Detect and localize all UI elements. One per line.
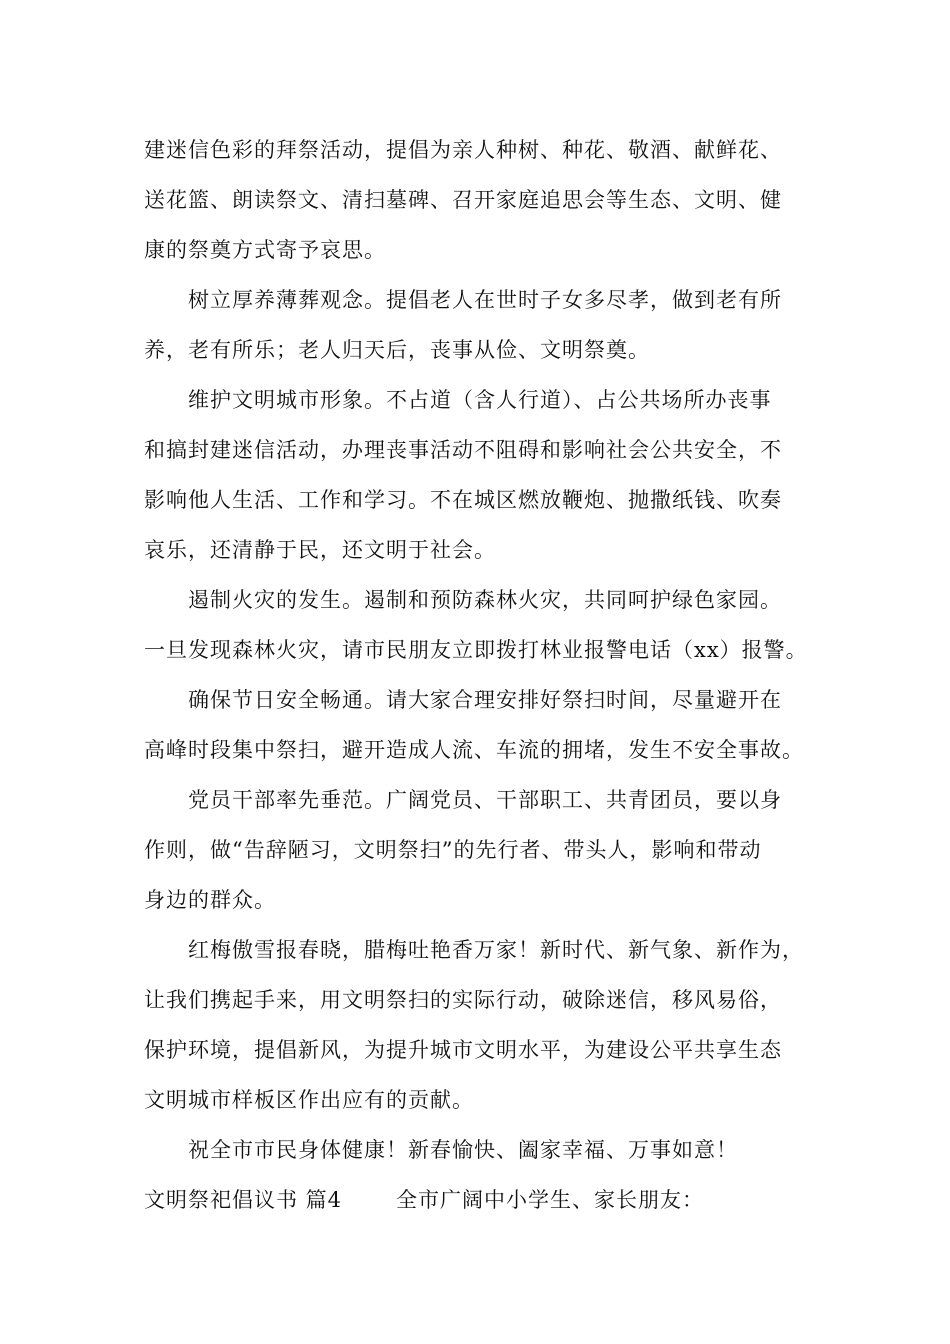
paragraph-line: 一旦发现森林火灾，请市民朋友立即拨打林业报警电话（xx）报警。 (144, 638, 808, 662)
paragraph-line: 让我们携起手来，用文明祭扫的实际行动，破除迷信，移风易俗， (144, 988, 782, 1012)
paragraph-line: 高峰时段集中祭扫，避开造成人流、车流的拥堵，发生不安全事故。 (144, 738, 804, 762)
section-heading: 文明祭祀倡议书 篇4 (144, 1188, 343, 1212)
paragraph-line: 建迷信色彩的拜祭活动，提倡为亲人种树、种花、敬酒、献鲜花、 (144, 138, 782, 162)
paragraph-line: 作则，做“告辞陋习，文明祭扫”的先行者、带头人，影响和带动 (144, 838, 762, 862)
paragraph-line: 保护环境，提倡新风，为提升城市文明水平，为建设公平共享生态 (144, 1038, 782, 1062)
salutation: 全市广阔中小学生、家长朋友： (396, 1188, 704, 1212)
paragraph-line: 康的祭奠方式寄予哀思。 (144, 238, 386, 262)
paragraph-line: 遏制火灾的发生。遏制和预防森林火灾，共同呵护绿色家园。 (188, 588, 782, 612)
paragraph-line: 影响他人生活、工作和学习。不在城区燃放鞭炮、抛撒纸钱、吹奏 (144, 488, 782, 512)
paragraph-line: 文明城市样板区作出应有的贡献。 (144, 1088, 474, 1112)
paragraph-line: 和搞封建迷信活动，办理丧事活动不阻碍和影响社会公共安全，不 (144, 438, 782, 462)
paragraph-line: 维护文明城市形象。不占道（含人行道）、占公共场所办丧事 (188, 388, 772, 412)
paragraph-line: 养，老有所乐；老人归天后，丧事从俭、文明祭奠。 (144, 338, 650, 362)
paragraph-line: 身边的群众。 (144, 888, 276, 912)
paragraph-line: 送花篮、朗读祭文、清扫墓碑、召开家庭追思会等生态、文明、健 (144, 188, 782, 212)
paragraph-line: 祝全市市民身体健康！新春愉快、阖家幸福、万事如意！ (188, 1138, 738, 1162)
paragraph-line: 确保节日安全畅通。请大家合理安排好祭扫时间，尽量避开在 (188, 688, 782, 712)
paragraph-line: 党员干部率先垂范。广阔党员、干部职工、共青团员，要以身 (188, 788, 782, 812)
paragraph-line: 树立厚养薄葬观念。提倡老人在世时子女多尽孝，做到老有所 (188, 288, 782, 312)
paragraph-line: 哀乐，还清静于民，还文明于社会。 (144, 538, 496, 562)
paragraph-line: 红梅傲雪报春晓，腊梅吐艳香万家！新时代、新气象、新作为， (188, 938, 804, 962)
